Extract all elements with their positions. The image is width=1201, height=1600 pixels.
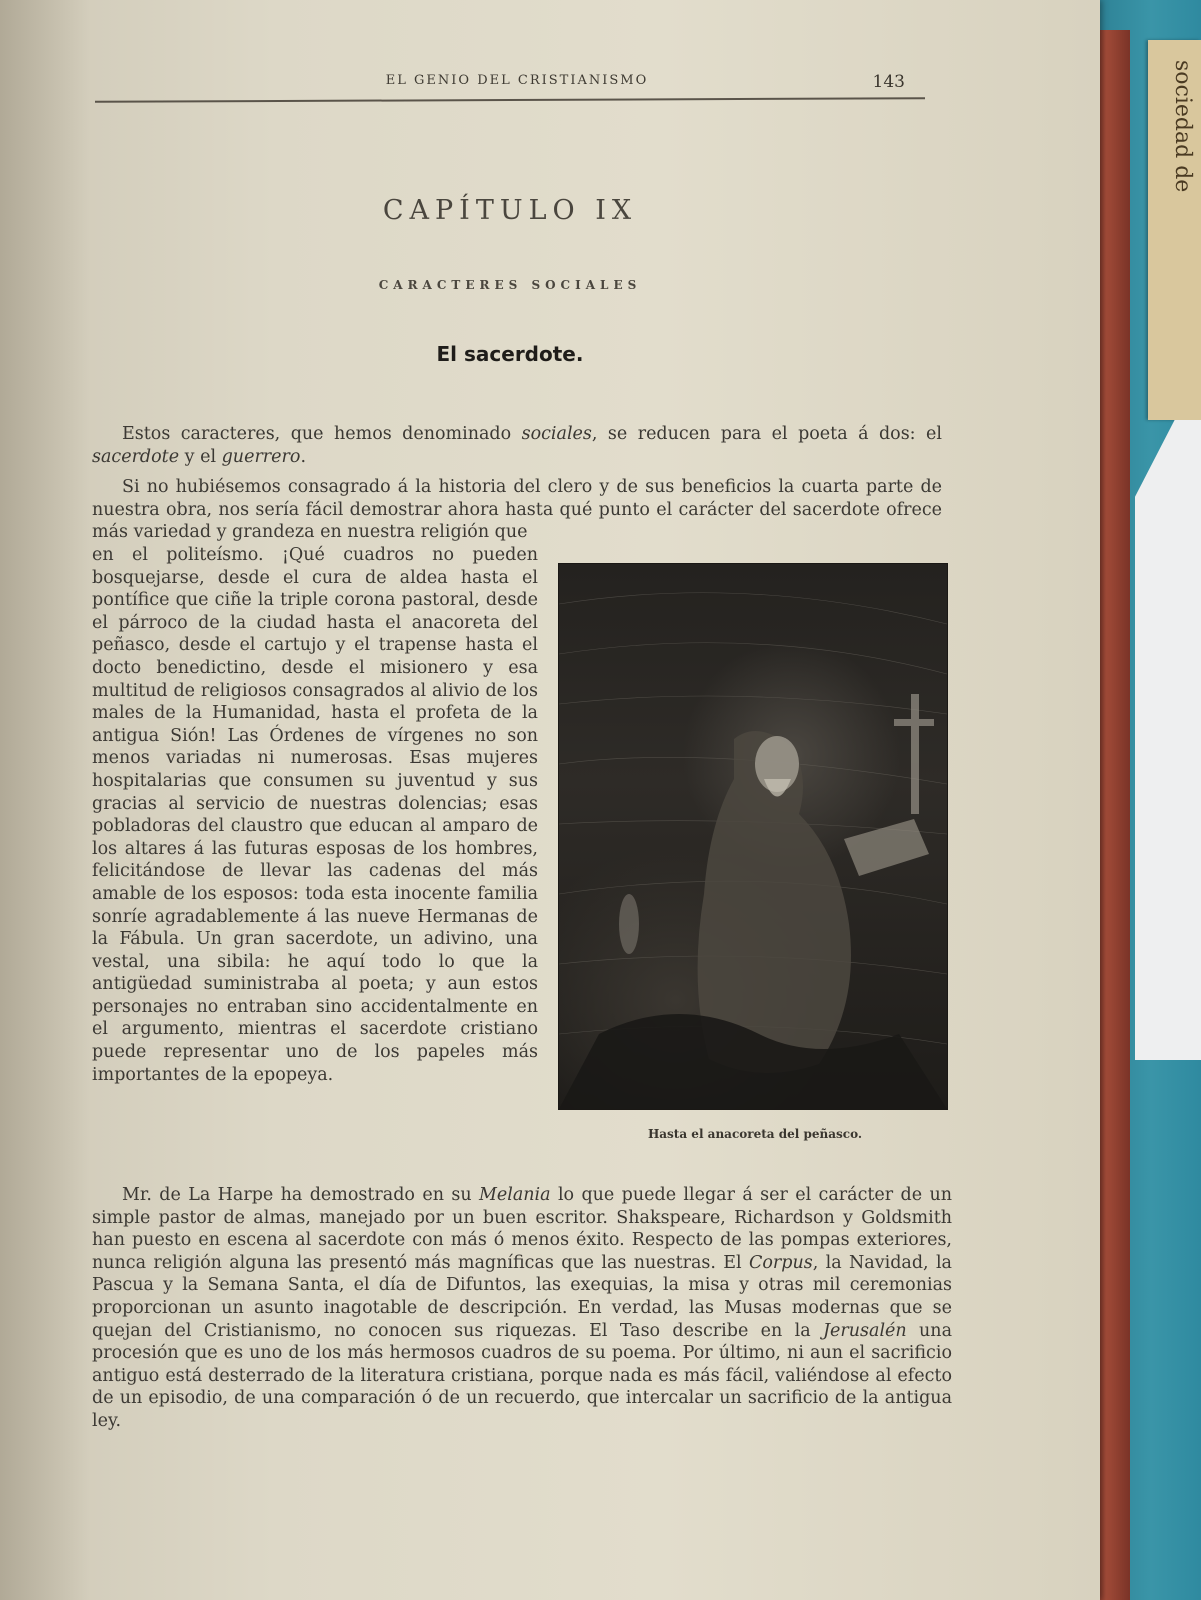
running-head <box>95 70 925 100</box>
chapter-subtitle: CARACTERES SOCIALES <box>378 278 642 292</box>
background-white-sheet <box>1135 420 1201 1060</box>
paragraph-3: Mr. de La Harpe ha demostrado en su Melania lo que puede llegar á ser el carácter de un simple pastor de almas, manejado por un buen escritor. Shakspeare, Richardson y Goldsmith han puesto en escena al sacerdote con más ó menos éxito. Respecto de las pompas exteriores, nunca religión alguna las presentó más magníficas que las nuestras. El Corpus, la Navidad, la Pascua y la Semana Santa, el día de Difuntos, las exequias, la misa y otras mil ceremonias proporcionan un asunto inagotable de descripción. En verdad, las Musas modernas que se quejan del Cristianismo, no conocen sus riquezas. El Taso describe en la Jerusalén una procesión que es uno de los más hermosos cuadros de su poema. Por último, ni aun el sacrificio antiguo está desterrado de la literatura cristiana, porque nada es más fácil, valiéndose al efecto de un episodio, de una comparación ó de un recuerdo, que intercalar un sacrificio de la antigua ley. <box>92 1185 952 1431</box>
paragraph-1: Estos caracteres, que hemos denominado sociales, se reducen para el poeta á dos: el sacerdote y el guerrero. <box>92 424 942 467</box>
engraving-illustration <box>558 563 948 1110</box>
section-title: El sacerdote. <box>436 342 584 366</box>
paragraph-2-wrapped: en el politeísmo. ¡Qué cuadros no pueden bosquejarse, desde el cura de aldea hasta el pontífice que ciñe la triple corona pastoral, desde el párroco de la ciudad hasta el anacoreta del peñasco, desde el cartujo y el trapense hasta el docto benedictino, desde el misionero y esa multitud de religiosos consagrados al alivio de los males de la Humanidad, hasta el profeta de la antigua Sión! Las Órdenes de vírgenes no son menos variadas ni numerosas. Esas mujeres hospitalarias que consumen su juventud y sus gracias al servicio de nuestras dolencias; esas pobladoras del claustro que educan al amparo de los altares á las futuras esposas de los hombres, felicitándose de llevar las cadenas del más amable de los esposos: toda esta inocente familia sonríe agradablemente á las nueve Hermanas de la Fábula. Un gran sacerdote, un adivino, una vestal, una sibila: he aquí todo lo que la antigüedad suministraba al poeta; y aun estos personajes no entraban sino accidentalmente en el argumento, mientras el sacerdote cristiano puede representar uno de los papeles más importantes de la epopeya. <box>92 545 538 1085</box>
page-number: 143 <box>872 72 905 92</box>
chapter-title: CAPÍTULO IX <box>382 195 638 226</box>
page-gutter-shade <box>0 0 90 1600</box>
running-head-title: EL GENIO DEL CRISTIANISMO <box>385 73 649 88</box>
paragraph-2: Si no hubiésemos consagrado á la historia del clero y de sus beneficios la cuarta parte de nuestra obra, nos sería fácil demostrar ahora hasta qué punto el carácter del sacerdote ofrece más variedad y grandeza en nuestra religión que <box>92 477 942 543</box>
engraving-drawing <box>559 564 947 1109</box>
illustration-caption: Hasta el anacoreta del peñasco. <box>647 1127 863 1141</box>
background-sheet-text: sociedad de <box>1170 60 1195 193</box>
